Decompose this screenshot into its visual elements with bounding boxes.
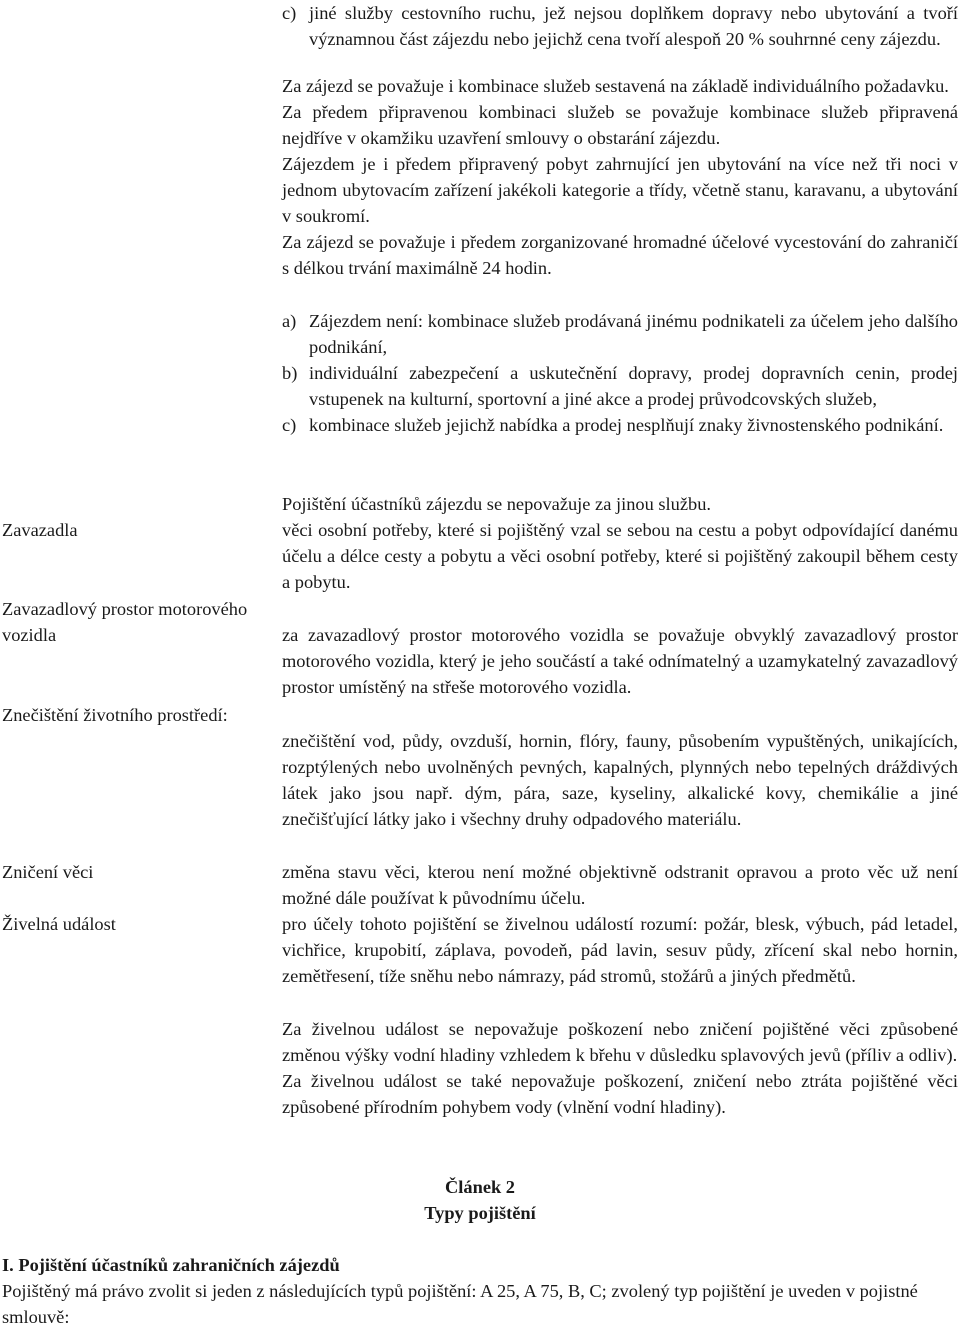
paragraph: Za živelnou událost se nepovažuje poškození nebo zničení pojištěné věci způsobené změnou výšky vodní hladiny vzhledem k břehu v důsledku splavových jevů (příliv a odliv).	[282, 1019, 958, 1065]
natural-notes	[282, 1016, 958, 1120]
list-marker: c)	[282, 415, 297, 435]
definition-zivelna-udalost: pro účely tohoto pojištění se živelnou událostí rozumí: požár, blesk, výbuch, pád letadel, vichřice, krupobití, záplava, povodeň, pád lavin, sesuv půdy, zřícení skal nebo hornin, zemětřesení, tíže sněhu nebo námrazy, pád stromů, stožárů a jiných předmětů.	[282, 914, 958, 986]
paragraph: Zájezdem je i předem připravený pobyt zahrnující jen ubytování na více než tři noci v jednom ubytovacím zařízení jakékoli kategorie a třídy, včetně stanu, karavanu, a ubytování v soukromí.	[282, 154, 958, 226]
definition-zniceni-veci: změna stavu věci, kterou není možné objektivně odstranit opravou a proto věc už není možné dále používat k původnímu účelu.	[282, 862, 958, 908]
term-zivelna-udalost: Živelná událost	[2, 914, 116, 934]
top-list	[282, 0, 958, 52]
article-title: Typy pojištění	[424, 1203, 536, 1223]
paragraph: Za předem připravenou kombinaci služeb se považuje kombinace služeb připravená nejdříve v okamžiku uzavření smlouvy o obstarání zájezdu.	[282, 102, 958, 148]
list-text: kombinace služeb jejichž nabídka a prodej nesplňují znaky živnostenského podnikání.	[309, 415, 944, 435]
article-number: Článek 2	[445, 1177, 515, 1197]
list-marker: a)	[282, 311, 297, 331]
list-item	[282, 0, 958, 52]
list-text: Zájezdem není: kombinace služeb prodávaná jinému podnikateli za účelem jeho dalšího podnikání,	[309, 311, 958, 357]
list-text: jiné služby cestovního ruchu, jež nejsou doplňkem dopravy nebo ubytování a tvoří významnou část zájezdu nebo jejichž cena tvoří alespoň 20 % souhrnné ceny zájezdu.	[309, 3, 958, 49]
term-zavazadlovy-prostor: Zavazadlový prostor motorového vozidla	[2, 599, 248, 645]
list-marker: c)	[282, 3, 297, 23]
definition-zavazadlovy-prostor: za zavazadlový prostor motorového vozidla se považuje obvyklý zavazadlový prostor motorového vozidla, který je jeho součástí a také odnímatelný a uzamykatelný zavazadlový prostor umístěný na střeše motorového vozidla.	[282, 625, 958, 697]
paragraph: Za zájezd se považuje i předem zorganizované hromadné účelové vycestování do zahraničí s délkou trvání maximálně 24 hodin.	[282, 232, 958, 278]
paragraph: Za živelnou událost se také nepovažuje poškození, zničení nebo ztráta pojištěné věci způsobené přírodním pohybem vody (vlnění vodní hladiny).	[282, 1071, 958, 1117]
list-item	[282, 412, 958, 438]
term-zniceni-veci: Zničení věci	[2, 862, 94, 882]
section-text: Pojištěný má právo zvolit si jeden z následujících typů pojištění: A 25, A 75, B, C; zvolený typ pojištění je uveden v pojistné smlouvě:	[2, 1281, 918, 1327]
list-marker: b)	[282, 363, 298, 383]
list-item	[282, 360, 958, 412]
definition-zavazadla: věci osobní potřeby, které si pojištěný vzal se sebou na cestu a pobyt odpovídající danému účelu a délce cesty a pobytu a věci osobní potřeby, které si pojištěný zakoupil během cesty a pobytu.	[282, 520, 958, 592]
list-item	[282, 308, 958, 360]
paragraph: Za zájezd se považuje i kombinace služeb sestavená na základě individuálního požadavku.	[282, 76, 949, 96]
definition-znecisteni: znečištění vod, půdy, ovzduší, hornin, flóry, fauny, působením vypuštěných, unikajících, rozptýlených nebo uvolněných pevných, kapalných, plynných nebo tepelných dráždivých látek jako jsou např. dým, pára, saze, kyseliny, alkalické kovy, chemikálie a jiné znečišťující látky jako i všechny druhy odpadového materiálu.	[282, 731, 958, 829]
section-block	[2, 1252, 958, 1330]
insurance-note: Pojištění účastníků zájezdu se nepovažuje za jinou službu.	[282, 494, 711, 514]
zajezd-paragraphs	[282, 73, 958, 281]
section-heading: I. Pojištění účastníků zahraničních zájezdů	[2, 1255, 340, 1275]
term-znecisteni: Znečištění životního prostředí:	[2, 705, 228, 725]
list-text: individuální zabezpečení a uskutečnění dopravy, prodej dopravních cenin, prodej vstupenek na kulturní, sportovní a jiné akce a prodej průvodcovských služeb,	[309, 363, 958, 409]
term-zavazadla: Zavazadla	[2, 520, 78, 540]
not-zajezd-list	[282, 308, 958, 438]
